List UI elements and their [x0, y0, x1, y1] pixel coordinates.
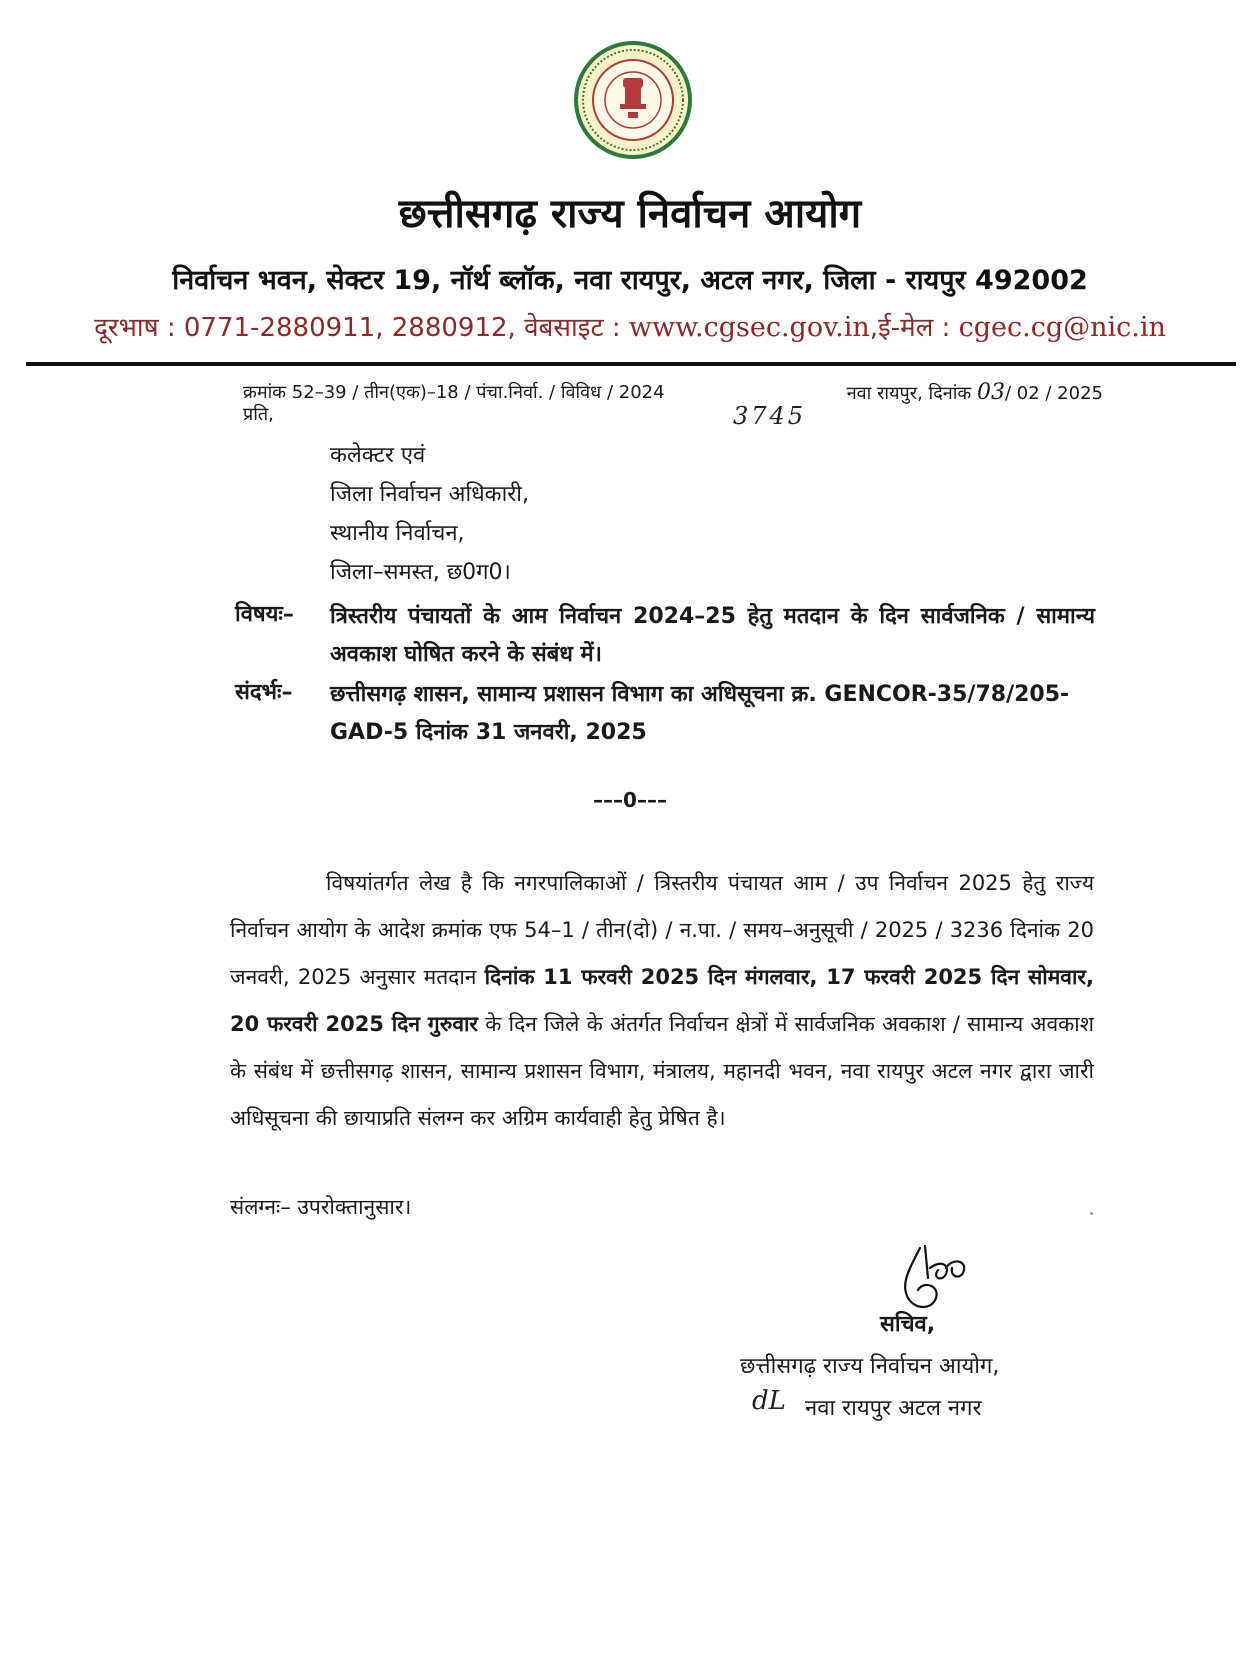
- addressee-line: कलेक्टर एवं: [330, 443, 426, 468]
- section-divider: –––0–––: [593, 788, 667, 812]
- subject-block: [235, 598, 1095, 674]
- addressee-line: जिला–समस्त, छ0ग0।: [330, 560, 511, 585]
- website-link[interactable]: www.cgsec.gov.in: [628, 312, 870, 343]
- handwritten-initial: dL: [752, 1386, 786, 1416]
- email-link[interactable]: cgec.cg@nic.in: [958, 312, 1166, 343]
- signatory-organization: छत्तीसगढ़ राज्य निर्वाचन आयोग,: [740, 1354, 1000, 1379]
- handwritten-date-day: 03: [976, 380, 1005, 405]
- enclosure-note: संलग्नः– उपरोक्तानुसार।: [230, 1195, 412, 1219]
- reference-line: [243, 380, 1103, 404]
- handwritten-dispatch-number: 3745: [733, 402, 807, 430]
- header-divider: [26, 362, 1236, 366]
- scan-speck: [1090, 1212, 1093, 1215]
- reference-block: [235, 676, 1095, 752]
- signatory-place: नवा रायपुर अटल नगर: [805, 1396, 982, 1421]
- polling-dates: दिनांक 11 फरवरी 2025 दिन मंगलवार, 17 फरवरी 2025 दिन सोमवार, 20 फरवरी 2025 दिन गुरुवार: [230, 965, 1094, 1036]
- organization-title: छत्तीसगढ़ राज्य निर्वाचन आयोग: [398, 191, 862, 237]
- reference-text: छत्तीसगढ़ शासन, सामान्य प्रशासन विभाग का अधिसूचना क्र. GENCOR-35/78/205-GAD-5 दिनांक 31 जनवरी, 2025: [330, 682, 1070, 745]
- to-label: प्रति,: [243, 404, 274, 425]
- reference-label: संदर्भः–: [235, 680, 293, 705]
- contact-line: [0, 308, 1260, 344]
- signatory-title: सचिव,: [880, 1312, 936, 1337]
- addressee-line: स्थानीय निर्वाचन,: [330, 521, 465, 546]
- addressee-block: [330, 436, 529, 592]
- organization-address: निर्वाचन भवन, सेक्टर 19, नॉर्थ ब्लॉक, नवा रायपुर, अटल नगर, जिला - रायपुर 492002: [172, 265, 1088, 296]
- state-election-commission-seal-icon: [573, 40, 693, 160]
- body-paragraph: विषयांतर्गत लेख है कि नगरपालिकाओं / त्रिस्तरीय पंचायत आम / उप निर्वाचन 2025 हेतु राज्य निर्वाचन आयोग के आदेश क्रमांक एफ 54–1 / तीन(दो) / न.पा. / समय–अनुसूची / 2025 / 3236 दिनांक 20 जनवरी, 2025 अनुसार मतदान दिनांक 11 फरवरी 2025 दिन मंगलवार, 17 फरवरी 2025 दिन सोमवार, 20 फरवरी 2025 दिन गुरुवार के दिन जिले के अंतर्गत निर्वाचन क्षेत्रों में सार्वजनिक अवकाश / सामान्य अवकाश के संबंध में छत्तीसगढ़ शासन, सामान्य प्रशासन विभाग, मंत्रालय, महानदी भवन, नवा रायपुर अटल नगर द्वारा जारी अधिसूचना की छायाप्रति संलग्न कर अग्रिम कार्यवाही हेतु प्रेषित है।: [230, 871, 1094, 1130]
- reference-number: क्रमांक 52–39 / तीन(एक)–18 / पंचा.निर्वा. / विविध / 2024: [243, 382, 665, 403]
- letter-date: नवा रायपुर, दिनांक 03/ 02 / 2025: [846, 380, 1103, 405]
- addressee-line: जिला निर्वाचन अधिकारी,: [330, 482, 529, 507]
- contact-phone: दूरभाष : 0771-2880911, 2880912, वेबसाइट :: [94, 313, 629, 343]
- subject-text: त्रिस्तरीय पंचायतों के आम निर्वाचन 2024–25 हेतु मतदान के दिन सार्वजनिक / सामान्य अवकाश घोषित करने के संबंध में।: [330, 604, 1095, 667]
- subject-label: विषयः–: [235, 602, 294, 627]
- email-label: ,ई-मेल :: [869, 313, 959, 343]
